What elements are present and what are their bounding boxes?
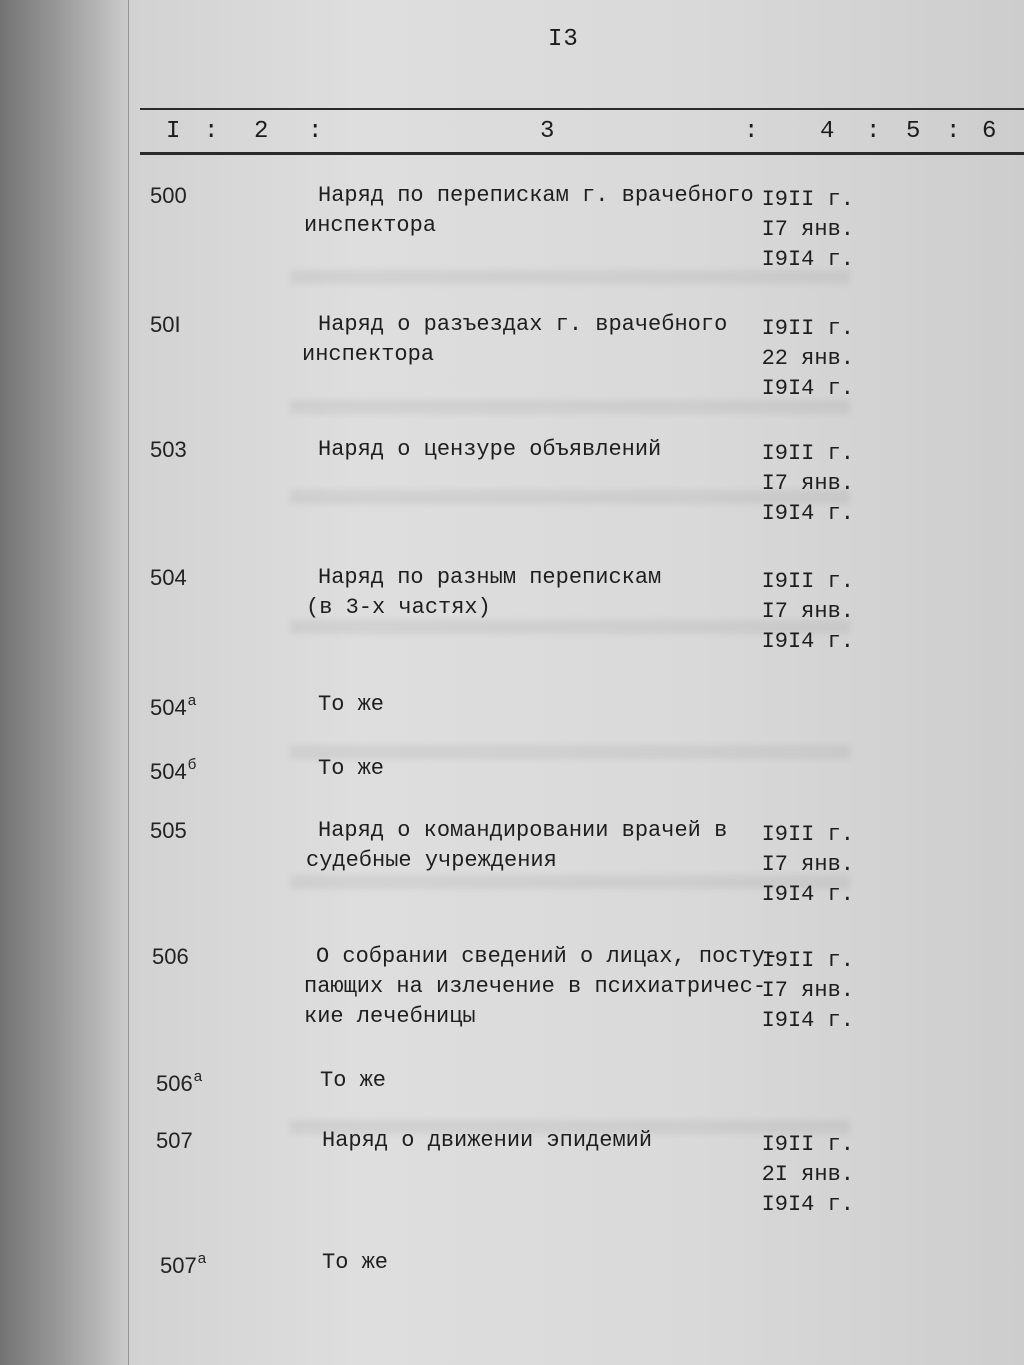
entry-number-text: 506 xyxy=(156,1071,193,1096)
entry-number xyxy=(150,437,187,463)
entry-date-line: I9II г. xyxy=(761,316,854,341)
entry-title-line: Наряд о движении эпидемий xyxy=(322,1128,653,1153)
entry-title-line: То же xyxy=(322,1250,389,1275)
entry-number-text: 503 xyxy=(150,437,187,462)
entry-date-line: 2I янв. xyxy=(761,1162,854,1187)
entry-date-line: I9II г. xyxy=(761,441,854,466)
entry-number xyxy=(150,565,187,591)
entry-date-line: I9I4 г. xyxy=(761,1008,854,1033)
entry-number xyxy=(156,1128,193,1154)
entry-date-line: I7 янв. xyxy=(761,852,854,877)
entry-title-line: инспектора xyxy=(302,342,435,367)
column-header-4: 4 xyxy=(820,118,835,145)
column-header-6: 6 xyxy=(982,118,997,145)
entry-title-line: Наряд по перепискам г. врачебного xyxy=(318,183,754,208)
entry-title-line: То же xyxy=(318,756,385,781)
entry-number-text: 507 xyxy=(156,1128,193,1153)
entry-number xyxy=(150,818,187,844)
entry-title-line: То же xyxy=(318,692,385,717)
entry-date-line: I7 янв. xyxy=(761,978,854,1003)
entry-number xyxy=(150,312,181,338)
entry-number-text: 507 xyxy=(160,1253,197,1278)
entry-number-text: 500 xyxy=(150,183,187,208)
page-number: I3 xyxy=(548,26,579,53)
entry-title-line: То же xyxy=(320,1068,387,1093)
entry-number-suffix: а xyxy=(187,692,197,709)
entry-date-line: I9II г. xyxy=(761,187,854,212)
entry-date-line: I9II г. xyxy=(761,1132,854,1157)
entry-number xyxy=(156,1068,202,1097)
entry-number-text: 506 xyxy=(152,944,189,969)
entry-title-line: (в 3-х частях) xyxy=(306,595,491,620)
entry-number xyxy=(152,944,189,970)
entry-date-line: 22 янв. xyxy=(761,346,854,371)
bleed-through xyxy=(290,400,850,414)
entry-title-line: Наряд по разным перепискам xyxy=(318,565,662,590)
entry-date-line: I9I4 г. xyxy=(761,247,854,272)
entry-date-line: I9II г. xyxy=(761,948,854,973)
bleed-through xyxy=(290,270,850,284)
entry-title-line: О собрании сведений о лицах, посту- xyxy=(316,944,779,969)
column-header-3: 3 xyxy=(540,118,555,145)
entry-title-line: кие лечебницы xyxy=(304,1004,476,1029)
entry-number xyxy=(150,183,187,209)
entry-date-line: I7 янв. xyxy=(761,217,854,242)
entry-number-suffix: а xyxy=(197,1250,207,1267)
entry-date-line: I9I4 г. xyxy=(761,376,854,401)
entry-number-suffix: б xyxy=(187,756,197,773)
entry-date-line: I7 янв. xyxy=(761,471,854,496)
column-separator: : xyxy=(308,118,323,145)
entry-date-line: I9II г. xyxy=(761,569,854,594)
column-header-5: 5 xyxy=(906,118,921,145)
column-separator: : xyxy=(866,118,881,145)
entry-number xyxy=(160,1250,206,1279)
entry-number-text: 504 xyxy=(150,695,187,720)
entry-date-line: I9I4 г. xyxy=(761,501,854,526)
entry-title-line: инспектора xyxy=(304,213,437,238)
column-separator: : xyxy=(744,118,759,145)
entry-date-line: I9I4 г. xyxy=(761,629,854,654)
column-header-1: I xyxy=(166,118,181,145)
column-separator: : xyxy=(204,118,219,145)
entry-number-text: 50I xyxy=(150,312,181,337)
entry-date-line: I9I4 г. xyxy=(761,882,854,907)
entry-number-text: 505 xyxy=(150,818,187,843)
entry-date-line: I9II г. xyxy=(761,822,854,847)
entry-date-line: I9I4 г. xyxy=(761,1192,854,1217)
entry-title-line: Наряд о цензуре объявлений xyxy=(318,437,662,462)
entry-number-text: 504 xyxy=(150,759,187,784)
entry-title-line: пающих на излечение в психиатричес- xyxy=(304,974,767,999)
entry-date-line: I7 янв. xyxy=(761,599,854,624)
header-rule-bottom xyxy=(140,152,1024,155)
entry-number xyxy=(150,756,196,785)
header-rule-top xyxy=(140,108,1024,110)
entry-title-line: Наряд о командировании врачей в xyxy=(318,818,728,843)
entry-number-text: 504 xyxy=(150,565,187,590)
entry-title-line: судебные учреждения xyxy=(306,848,557,873)
entry-number-suffix: а xyxy=(193,1068,203,1085)
column-separator: : xyxy=(946,118,961,145)
column-header-2: 2 xyxy=(254,118,269,145)
entry-title-line: Наряд о разъездах г. врачебного xyxy=(318,312,728,337)
entry-number xyxy=(150,692,196,721)
page-binding-shadow xyxy=(0,0,129,1365)
